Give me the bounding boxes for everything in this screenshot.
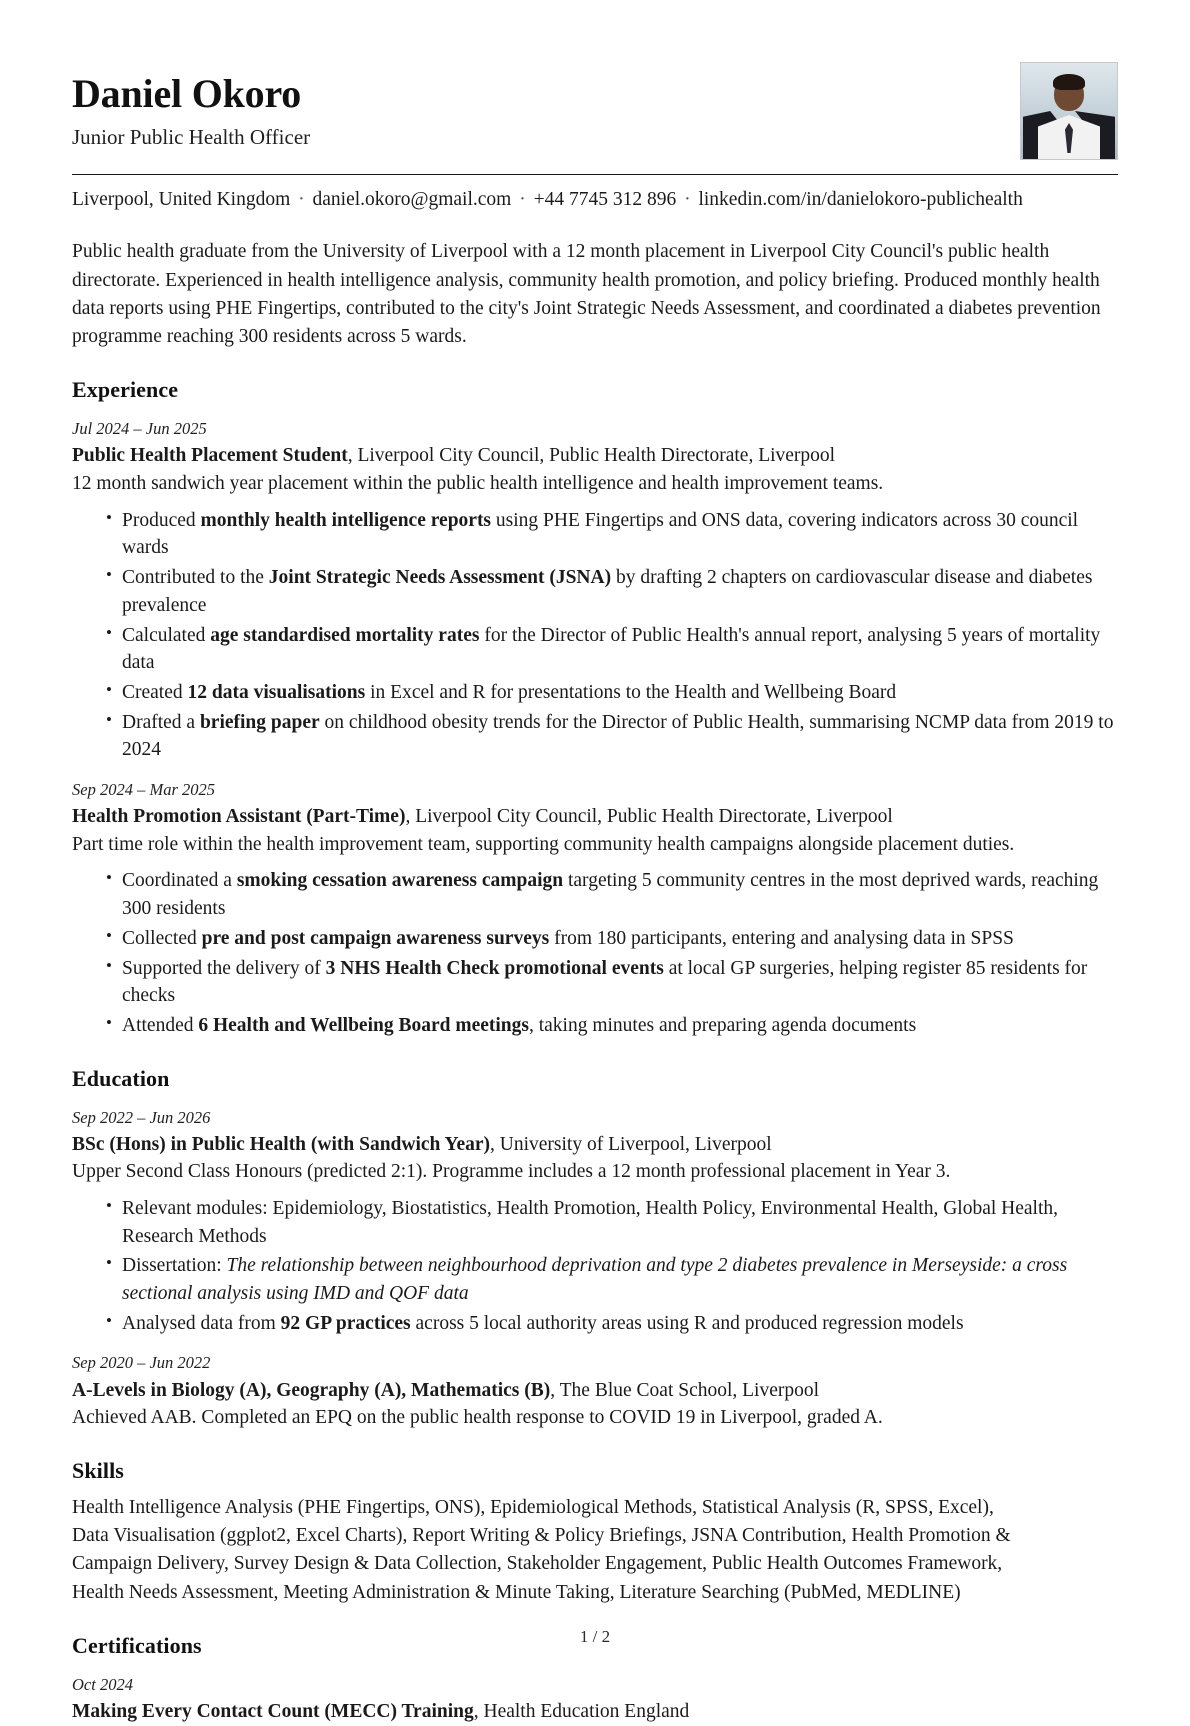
entry-organisation: , Liverpool City Council, Public Health Directorate, Liverpool [405,806,893,828]
entry-bullet-list [72,1195,1118,1337]
section-experience [72,377,1118,1039]
bullet-item: • Contributed to the Joint Strategic Needs Assessment (JSNA) by drafting 2 chapters on cardiovascular disease and diabetes prevalence [106,564,1118,619]
bullet-highlight: briefing paper [199,711,320,733]
bullet-item: • Attended 6 Health and Wellbeing Board meetings, taking minutes and preparing agenda documents [106,1012,1118,1040]
section-title-skills: Skills [72,1457,124,1483]
section-title-certifications: Certifications [72,1633,202,1659]
skills-body: Health Intelligence Analysis (PHE Fingertips, ONS), Epidemiological Methods, Statistical Analysis (R, SPSS, Excel), Data Visualisation (ggplot2, Excel Charts), Report Writing & Policy Briefings, JSNA Contribution, Health Promotion & Campaign Delivery, Survey Design & Data Collection, Stakeholder Engagement, Public Health Outcomes Framework, Health Needs Assessment, Meeting Administration & Minute Taking, Literature Searching (PubMed, MEDLINE) [72,1496,1011,1603]
bullet-item: • Analysed data from 92 GP practices across 5 local authority areas using R and produced regression models [106,1310,1118,1338]
bullet-item: • Drafted a briefing paper on childhood obesity trends for the Director of Public Health, summarising NCMP data from 2019 to 2024 [106,709,1118,764]
entry [72,1351,1118,1431]
contact-phone[interactable]: +44 7745 312 896 [533,189,677,210]
entry [72,1673,1118,1726]
section-skills [72,1458,1118,1607]
contact-email[interactable]: daniel.okoro@gmail.com [312,189,512,210]
contact-location: Liverpool, United Kingdom [72,189,291,210]
resume-header [72,56,1118,160]
bullet-italic: The relationship between neighbourhood deprivation and type 2 diabetes prevalence in Merseyside: a cross sectional analysis using IMD and QOF data [122,1255,1068,1305]
entry-bullet-list [72,867,1118,1039]
entry-date: Sep 2022 – Jun 2026 [72,1107,211,1127]
bullet-highlight: age standardised mortality rates [210,624,480,646]
entry-date: Oct 2024 [72,1675,133,1695]
section-title-experience: Experience [72,377,179,403]
bullet-highlight: smoking cessation awareness campaign [236,870,564,892]
entry-title [72,442,1118,470]
entry-summary: Part time role within the health improvement team, supporting community health campaigns alongside placement duties. [72,833,1015,855]
entry-title [72,1698,1118,1726]
contact-linkedin[interactable]: linkedin.com/in/danielokoro-publichealth [698,189,1023,210]
professional-summary: Public health graduate from the University of Liverpool with a 12 month placement in Liverpool City Council's public health directorate. Experienced in health intelligence analysis, community health promotion, and policy briefing. Produced monthly health data reports using PHE Fingertips, contributed to the city's Joint Strategic Needs Assessment, and coordinated a diabetes prevention programme reaching 300 residents across 5 wards. [72,241,1101,348]
header-text-block [72,56,310,151]
bullet-highlight: monthly health intelligence reports [200,509,492,531]
entry [72,1106,1118,1338]
entry-organisation: , Liverpool City Council, Public Health Directorate, Liverpool [347,445,836,467]
bullet-item: • Created 12 data visualisations in Excel and R for presentations to the Health and Wellbeing Board [106,679,1118,707]
header-divider [72,174,1118,175]
entry-organisation: , The Blue Coat School, Liverpool [550,1379,820,1401]
bullet-highlight: pre and post campaign awareness surveys [201,927,550,949]
photo-hair [1053,74,1085,90]
entry-bullet-list [72,507,1118,764]
entry-organisation: , Health Education England [473,1701,690,1723]
bullet-item: • Produced monthly health intelligence reports using PHE Fingertips and ONS data, covering indicators across 30 council wards [106,507,1118,562]
entry-role: Health Promotion Assistant (Part-Time) [72,806,406,828]
section-education [72,1066,1118,1432]
section-title-education: Education [72,1065,170,1091]
entry-organisation: , University of Liverpool, Liverpool [490,1133,772,1155]
contact-separator-1: · [298,189,305,210]
bullet-item: • Relevant modules: Epidemiology, Biostatistics, Health Promotion, Health Policy, Environmental Health, Global Health, Research Methods [106,1195,1118,1250]
bullet-item: • Calculated age standardised mortality rates for the Director of Public Health's annual report, analysing 5 years of mortality data [106,622,1118,677]
bullet-item: • Coordinated a smoking cessation awareness campaign targeting 5 community centres in the most deprived wards, reaching 300 residents [106,867,1118,922]
contact-separator-2: · [519,189,526,210]
bullet-highlight: 3 NHS Health Check promotional events [325,957,664,979]
resume-sections [72,377,1118,1725]
entry-summary: Achieved AAB. Completed an EPQ on the public health response to COVID 19 in Liverpool, graded A. [72,1407,883,1429]
entry-summary: 12 month sandwich year placement within the public health intelligence and health improvement teams. [72,473,884,495]
contact-line [72,186,1118,214]
entry-role: A-Levels in Biology (A), Geography (A), Mathematics (B) [72,1379,551,1401]
entry-title [72,803,1118,831]
entry [72,417,1118,764]
bullet-item: • Collected pre and post campaign awareness surveys from 180 participants, entering and analysing data in SPSS [106,925,1118,953]
entry [72,778,1118,1040]
bullet-highlight: Joint Strategic Needs Assessment (JSNA) [268,567,612,589]
entry-summary: Upper Second Class Honours (predicted 2:1). Programme includes a 12 month professional placement in Year 3. [72,1161,951,1183]
bullet-item: • Supported the delivery of 3 NHS Health Check promotional events at local GP surgeries, helping register 85 residents for checks [106,955,1118,1010]
bullet-highlight: 92 GP practices [280,1312,411,1334]
bullet-item: • Dissertation: The relationship between neighbourhood deprivation and type 2 diabetes prevalence in Merseyside: a cross sectional analysis using IMD and QOF data [106,1252,1118,1307]
entry-date: Sep 2024 – Mar 2025 [72,779,215,799]
bullet-highlight: 12 data visualisations [187,681,366,703]
contact-separator-3: · [684,189,691,210]
entry-role: Public Health Placement Student [72,445,348,467]
bullet-highlight: 6 Health and Wellbeing Board meetings [198,1014,529,1036]
entry-date: Sep 2020 – Jun 2022 [72,1353,211,1373]
entry-title [72,1377,1118,1405]
entry-title [72,1131,1118,1159]
entry-role: BSc (Hons) in Public Health (with Sandwich Year) [72,1133,491,1155]
candidate-headline: Junior Public Health Officer [72,125,311,149]
candidate-name: Daniel Okoro [72,71,302,116]
profile-photo [1020,62,1118,160]
page-footer: 1 / 2 [579,1627,611,1646]
entry-date: Jul 2024 – Jun 2025 [72,419,207,439]
entry-role: Making Every Contact Count (MECC) Training [72,1701,474,1723]
